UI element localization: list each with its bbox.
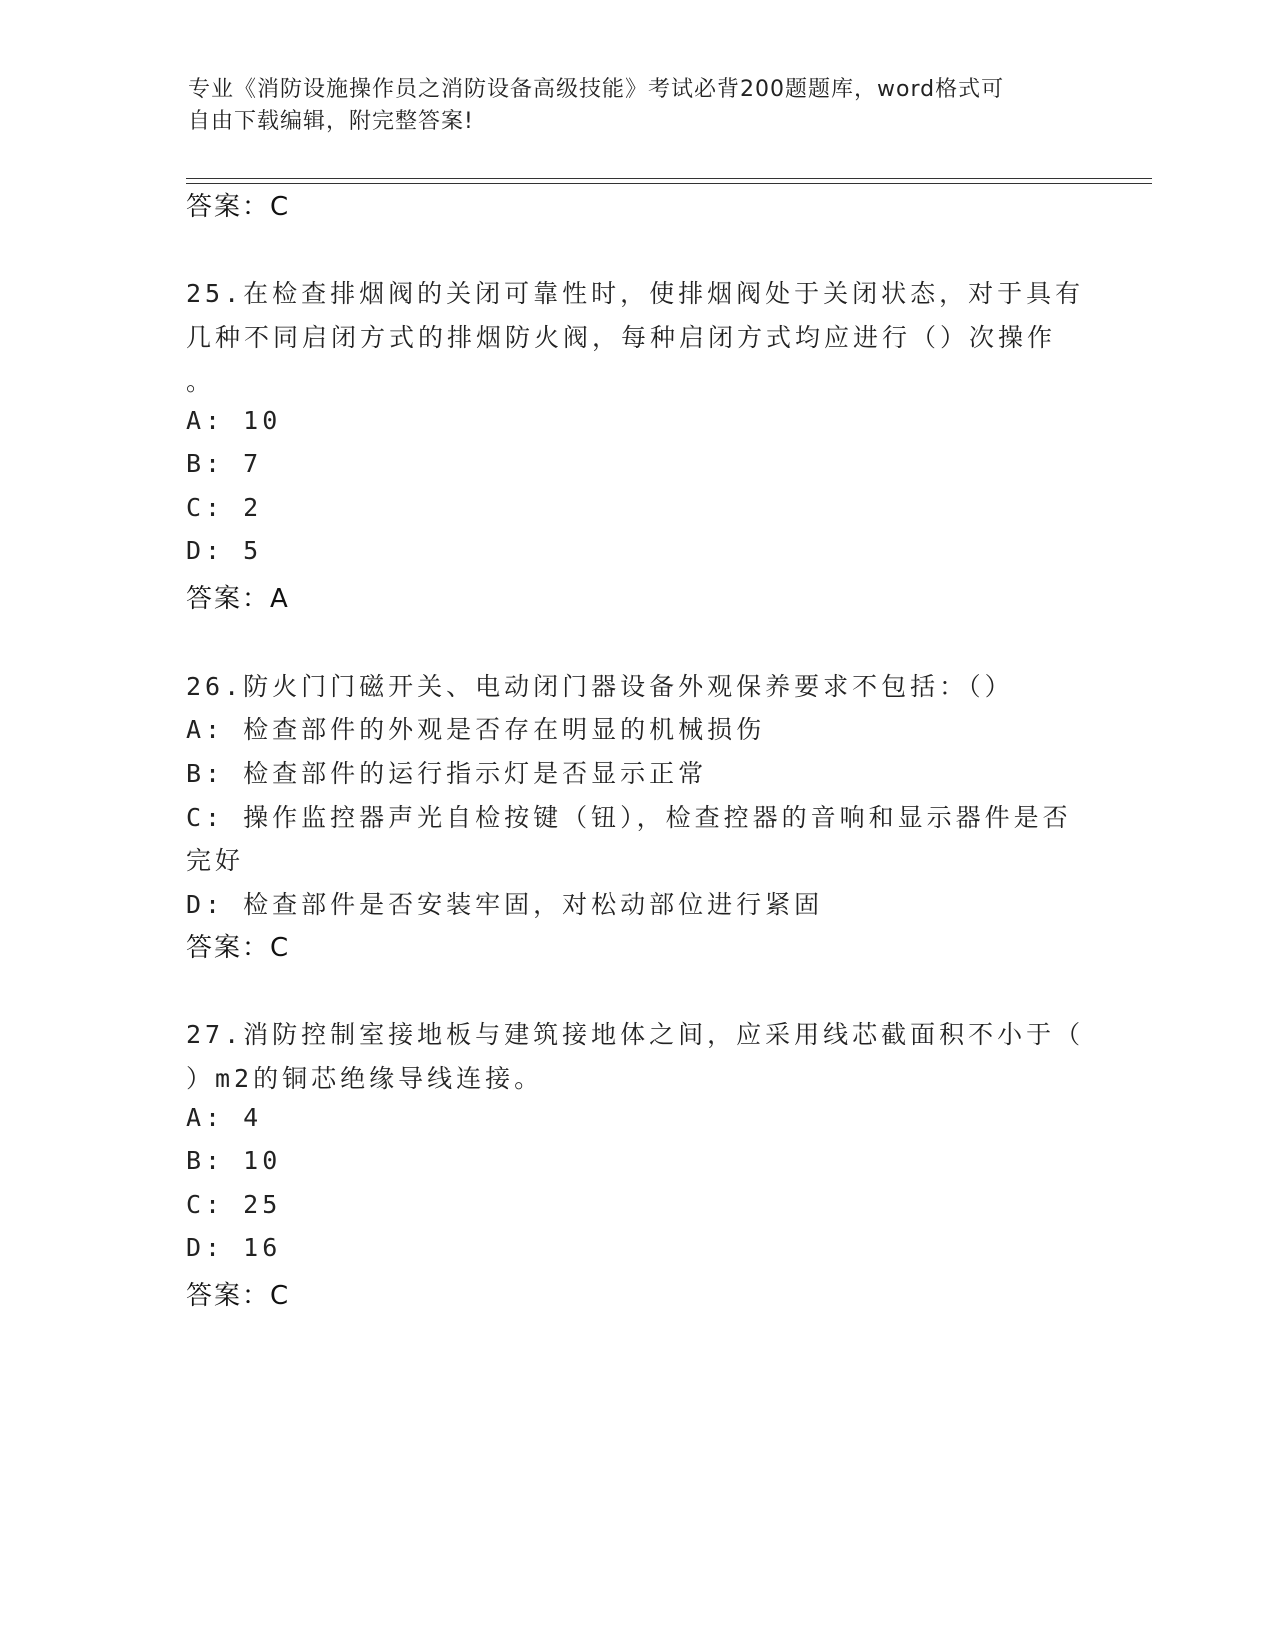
question-27-answer: 答案：C: [186, 1281, 291, 1311]
question-26-option-b: B: 检查部件的运行指示灯是否显示正常: [186, 759, 708, 788]
question-27-option-b: B: 10: [186, 1146, 282, 1175]
question-25-option-d: D: 5: [186, 536, 263, 565]
question-25-option-a: A: 10: [186, 406, 282, 435]
question-25-answer: 答案：A: [186, 584, 290, 614]
question-26-option-a: A: 检查部件的外观是否存在明显的机械损伤: [186, 715, 766, 744]
question-27-option-d: D: 16: [186, 1233, 282, 1262]
document-header: [188, 74, 1068, 138]
header-divider-bottom: [186, 183, 1152, 184]
question-26-option-d: D: 检查部件是否安装牢固，对松动部位进行紧固: [186, 890, 824, 919]
question-26-answer: 答案：C: [186, 933, 291, 963]
question-25-text-1: 25.在检查排烟阀的关闭可靠性时，使排烟阀处于关闭状态，对于具有: [186, 279, 1085, 308]
answer-line-24: 答案：C: [186, 192, 291, 222]
question-27-text-1: 27.消防控制室接地板与建筑接地体之间，应采用线芯截面积不小于（: [186, 1020, 1085, 1049]
question-27-text-2: ）m2的铜芯绝缘导线连接。: [186, 1064, 544, 1093]
header-line-1: 专业《消防设施操作员之消防设备高级技能》考试必背200题题库，word格式可: [188, 77, 1005, 102]
question-27-option-c: C: 25: [186, 1190, 282, 1219]
question-26-option-c: C: 操作监控器声光自检按键（钮），检查控器的音响和显示器件是否: [186, 803, 1072, 832]
question-25-option-c: C: 2: [186, 493, 263, 522]
question-25-text-3: 。: [186, 367, 216, 396]
question-26-text-1: 26.防火门门磁开关、电动闭门器设备外观保养要求不包括：（）: [186, 672, 1014, 701]
header-divider-top: [186, 178, 1152, 179]
question-25-text-2: 几种不同启闭方式的排烟防火阀，每种启闭方式均应进行（）次操作: [186, 323, 1057, 352]
header-line-2: 自由下载编辑，附完整答案!: [188, 109, 474, 134]
question-25-option-b: B: 7: [186, 449, 263, 478]
question-27-option-a: A: 4: [186, 1103, 263, 1132]
question-26-option-c-cont: 完好: [186, 846, 245, 875]
